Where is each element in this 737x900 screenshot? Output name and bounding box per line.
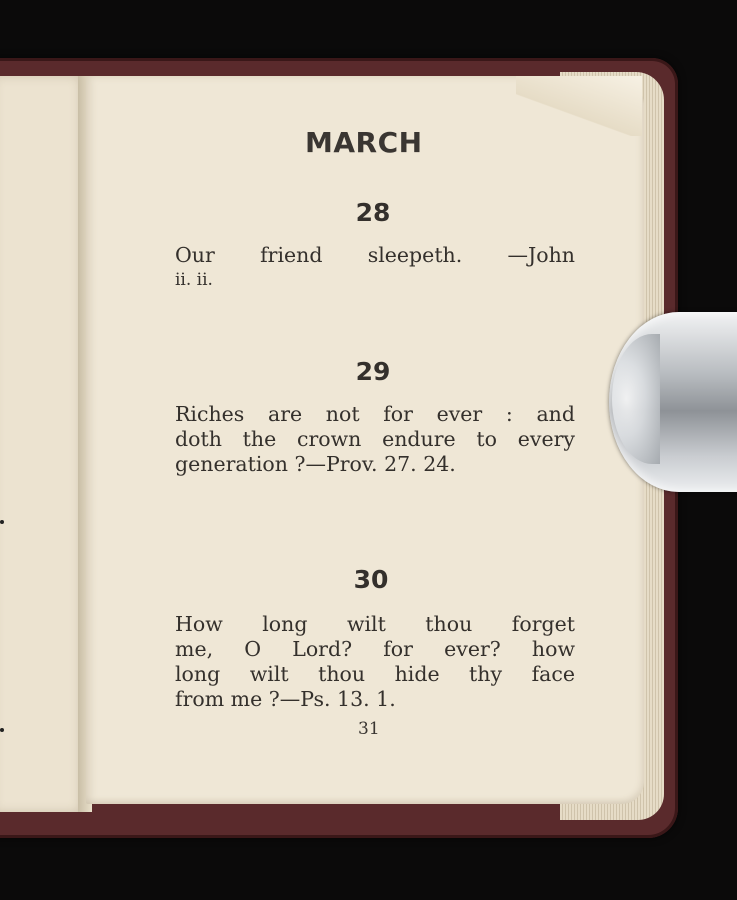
verse-line: doth the crown endure to every [175, 427, 575, 451]
verse-line: Our friend sleepeth. —John [175, 243, 575, 267]
verse-line: long wilt thou hide thy face [175, 662, 575, 686]
left-page [0, 76, 86, 812]
verse-28 [175, 243, 575, 293]
verse-29 [175, 402, 575, 477]
verse-30 [175, 612, 575, 712]
page-number: 31 [358, 719, 380, 739]
verse-line: Riches are not for ever : and [175, 402, 575, 426]
left-page-mark [0, 728, 4, 732]
verse-line: How long wilt thou forget [175, 612, 575, 636]
verse-line: me, O Lord? for ever? how [175, 637, 575, 661]
verse-line: from me ?—Ps. 13. 1. [175, 687, 396, 711]
day-number-29: 29 [355, 357, 391, 386]
verse-line: ii. ii. [175, 270, 213, 290]
month-heading: MARCH [305, 126, 423, 159]
day-number-30: 30 [353, 565, 389, 594]
day-number-28: 28 [355, 198, 391, 227]
folded-corner [516, 76, 642, 136]
verse-line: generation ?—Prov. 27. 24. [175, 452, 456, 476]
left-page-mark [0, 520, 4, 524]
